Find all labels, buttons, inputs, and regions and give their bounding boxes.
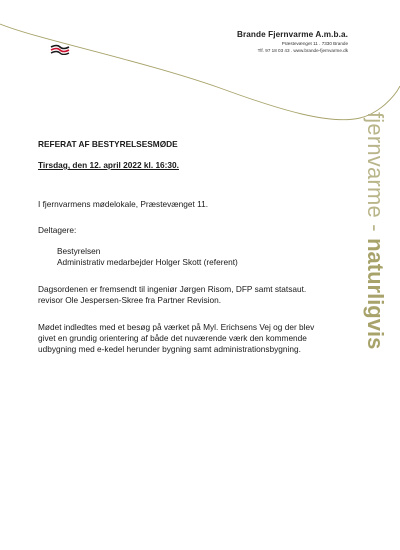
intro-line: udbygning med e-kedel herunder bygning samt administrationsbygning. xyxy=(38,344,301,354)
attendee-item: Administrativ medarbejder Holger Skott (referent) xyxy=(57,257,238,267)
company-block xyxy=(237,30,348,53)
attendees-list xyxy=(38,246,348,268)
company-logo-icon xyxy=(50,44,70,55)
company-address: Præstevænget 11 . 7330 Brande xyxy=(281,41,348,46)
meeting-date: Tirsdag, den 12. april 2022 kl. 16:30. xyxy=(38,160,179,170)
meeting-location: I fjernvarmens mødelokale, Præstevænget 11. xyxy=(38,199,209,209)
company-name: Brande Fjernvarme A.m.b.a. xyxy=(236,30,348,39)
agenda-line: revisor Ole Jespersen-Skree fra Partner Revision. xyxy=(38,295,222,305)
slogan-bold: naturligvis xyxy=(363,238,388,350)
intro-line: givet en grundig orientering af både det nuværende værk den kommende xyxy=(38,333,307,343)
document-body xyxy=(38,139,348,355)
document-title: REFERAT AF BESTYRELSESMØDE xyxy=(38,139,178,149)
attendees-label: Deltagere: xyxy=(38,225,77,235)
side-slogan xyxy=(363,112,387,364)
intro-paragraph xyxy=(38,322,348,355)
agenda-paragraph xyxy=(38,284,348,306)
slogan-light: fjernvarme - xyxy=(363,112,388,239)
header-curve xyxy=(0,0,400,140)
intro-line: Mødet indledtes med et besøg på værket på Myl. Erichsens Vej og der blev xyxy=(38,322,315,332)
company-contact: Tlf. 97 18 03 43 . www.brande-fjernvarme.dk xyxy=(257,48,348,53)
agenda-line: Dagsordenen er fremsendt til ingeniør Jørgen Risom, DFP samt statsaut. xyxy=(38,284,307,294)
attendee-item: Bestyrelsen xyxy=(57,246,101,256)
